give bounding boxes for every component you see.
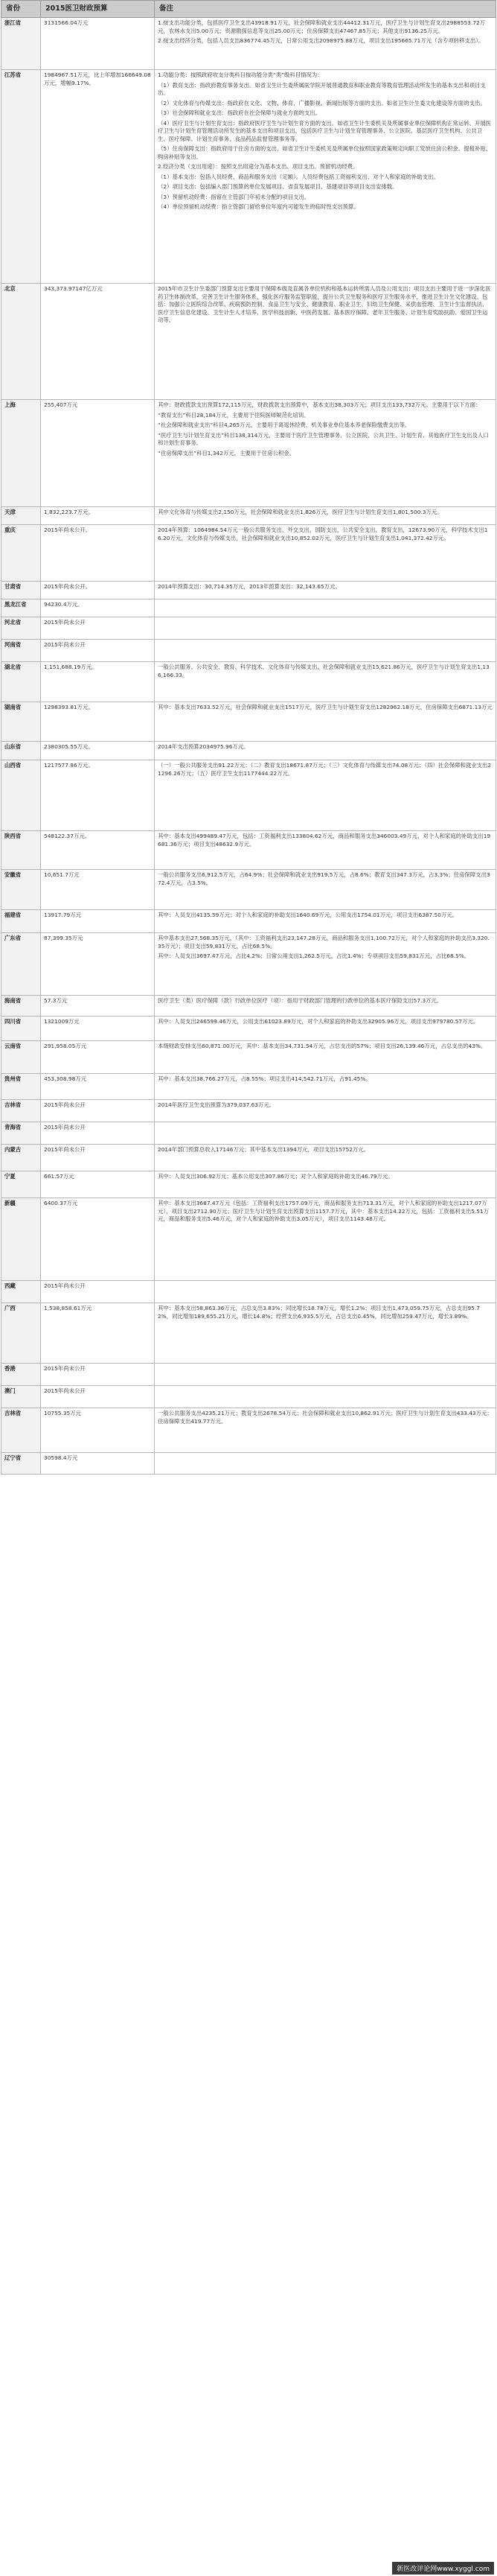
- province-cell: 江苏省: [1, 70, 41, 284]
- note-cell: [155, 702, 496, 742]
- amount-cell: 2015年尚未公开: [41, 1386, 155, 1408]
- province-cell: 新疆: [1, 1198, 41, 1281]
- note-cell: [155, 1303, 496, 1364]
- note-paragraph: 其中：人员支出4135.59万元；对个人和家庭的补助支出1640.69万元，公用支出1754.01万元，项目支出6387.50万元。: [158, 912, 458, 918]
- note-paragraph: “社会保障和就业支出”科目4,265万元，主要用于离退休经费、机关事业单位基本养老保险缴费支出等。: [158, 422, 411, 428]
- province-cell: 吉林省: [1, 1100, 41, 1122]
- note-cell: [155, 662, 496, 702]
- note-paragraph: 2014年预算：1064984.54万元一般公共服务支出，外交支出，国防支出，公共安全支出，教育支出，12673.90万元，科学技术支出16.20万元，文化体育与传媒支出，社会保障和就业支出10,852.02万元，医疗卫生与计划生育支出1,041,372.42万元。: [158, 527, 488, 541]
- province-cell: 青海省: [1, 1122, 41, 1145]
- amount-cell: 2380305.55万元。: [41, 742, 155, 760]
- note-paragraph: 一般公共服务、公共安全、教育、科学技术、文化体育与传媒支出、社会保障和就业支出15,621.86万元，医疗卫生与计划生育支出1,136,166.33。: [158, 664, 490, 678]
- table-row: [1, 1100, 496, 1122]
- note-paragraph: （5）住房保障支出：指政府用于住房方面的支出，如省卫生计生委机关及所属单位按照国家政策规定向职工发放住房公积金、提租补贴、购房补贴等支出。: [158, 145, 492, 160]
- note-paragraph: 其中基本支出27,568.35万元，（其中：工资福利支出23,147.28万元，商品和服务支出1,100.72万元，对个人和家庭的补助支出3,320.35万元）；项目支出59,831万元，占比68.5%。: [158, 935, 490, 950]
- amount-cell: 1,538,858.61万元: [41, 1303, 155, 1364]
- province-cell: 香港: [1, 1364, 41, 1386]
- amount-cell: 2015年尚未公开: [41, 1281, 155, 1303]
- province-cell: 浙江省: [1, 18, 41, 70]
- amount-cell: 1,832,223.7万元。: [41, 507, 155, 525]
- note-paragraph: 其中：基本支出499489.47万元，包括：工资福利支出133804.62万元，商品和服务支出346003.49万元，对个人和家庭的补助支出19681.36万元；项目支出48632.9万元。: [158, 833, 491, 847]
- table-row: [1, 1074, 496, 1100]
- note-paragraph: 2014年部门预算总收入17146万元；其中基本支出1394万元，项目支出15752万元。: [158, 1146, 370, 1153]
- table-row: [1, 760, 496, 831]
- note-cell: [155, 1017, 496, 1041]
- province-cell: 山东省: [1, 742, 41, 760]
- table-row: [1, 1041, 496, 1074]
- table-row: [1, 617, 496, 640]
- table-row: [1, 582, 496, 600]
- province-cell: 宁夏: [1, 1171, 41, 1198]
- amount-cell: 57.3万元: [41, 996, 155, 1017]
- table-row: [1, 870, 496, 910]
- amount-cell: 2015年尚未公开: [41, 640, 155, 662]
- note-paragraph: 医疗卫生（类）医疗保障（款）行政单位医疗（项）：指用于财政部门管理的行政单位的基本医疗保险支出57.3万元。: [158, 997, 443, 1004]
- amount-cell: 453,308.98万元: [41, 1074, 155, 1100]
- note-paragraph: 2014年医疗卫生支出预算为379,037.63万元。: [158, 1101, 275, 1108]
- note-cell: [155, 910, 496, 933]
- province-cell: 甘肃省: [1, 582, 41, 600]
- note-cell: [155, 933, 496, 996]
- province-cell: 天津: [1, 507, 41, 525]
- note-paragraph: （一）一般公共服务支出91.22万元；（二）教育支出18671.87万元；（三）文化体育与传媒支出74.08万元；（四）社会保障和就业支出21296.26万元；（五）医疗卫生支出1177444.22万元。: [158, 762, 492, 777]
- header-amount: 2015医卫财政预算: [41, 1, 155, 18]
- note-cell: [155, 617, 496, 640]
- note-cell: [155, 400, 496, 507]
- table-row: [1, 662, 496, 702]
- note-paragraph: （4）医疗卫生与计划生育支出：指政府医疗卫生与计划生育方面的支出。如省卫生计生委机关及所属事业单位保障机构正常运转、开展医疗卫生与计划生育管理活动所发生的基本支出和项目支出，包括医疗卫生与计划生育管理事务、公立医院、基层医疗卫生机构、公共卫生、医疗保障、计划生育事务、食品药品监督管理事务等。: [158, 119, 492, 142]
- province-cell: 广西: [1, 1303, 41, 1364]
- note-paragraph: （3）预留机动经费：指留在主管部门年初未分配的项目支出。: [158, 193, 310, 200]
- province-cell: 北京: [1, 284, 41, 400]
- table-row: [1, 284, 496, 400]
- note-cell: [155, 18, 496, 70]
- note-paragraph: 其中：人员支出306.92万元；基本公用支出307.86万元；对个人和家庭的补助支出46.79万元。: [158, 1173, 394, 1180]
- province-cell: 湖南省: [1, 702, 41, 742]
- footer-watermark: 新医改评论网www.xyggl.com: [392, 2562, 494, 2575]
- amount-cell: 1217577.86万元。: [41, 760, 155, 831]
- table-row: [1, 1386, 496, 1408]
- amount-cell: 2015年尚未公开: [41, 1122, 155, 1145]
- note-cell: [155, 1145, 496, 1171]
- note-paragraph: 其中：人员支出3697.47万元，占比4.2%；日常公用支出1,262.5万元，占比1.4%；专项项目支出59,831万元，占比68.5%。: [158, 953, 470, 959]
- table-row: [1, 400, 496, 507]
- note-paragraph: “住房保障支出”科目1,342万元，主要用于住房公积金。: [158, 449, 295, 457]
- note-paragraph: （4）单位预留机动经费：指主管部门留给单位年度内可能发生的临时性支出预算。: [158, 203, 359, 210]
- province-cell: 上海: [1, 400, 41, 507]
- amount-cell: 10755.35万元: [41, 1408, 155, 1453]
- note-paragraph: 其中：基本支出58,863.36万元，占总支出3.83%；同比增长18.78万元，增长1.2%；项目支出1,473,059.75万元，占总支出95.72%，同比增加189,655.21万元，增长14.8%；经营支出6,935.5万元，占总支出0.45%，同比增加259.47万元，增长3.89%。: [158, 1305, 480, 1320]
- note-cell: [155, 1408, 496, 1453]
- note-paragraph: 其中：人员支出246599.46万元，公用支出61023.89万元，对个人和家庭的补助支出32905.96万元，项目支出979780.57万元。: [158, 1018, 479, 1025]
- note-paragraph: （1）基本支出：包括人员经费、商品和服务支出（定额）。人员经费包括工资福利支出、对个人和家庭的补助支出。: [158, 173, 439, 180]
- table-row: [1, 525, 496, 582]
- amount-cell: 30598.4万元: [41, 1453, 155, 1475]
- table-row: [1, 910, 496, 933]
- amount-cell: 661.57万元: [41, 1171, 155, 1198]
- table-row: [1, 742, 496, 760]
- province-cell: 云南省: [1, 1041, 41, 1074]
- note-paragraph: 2.按支出经济分类，包括人员支出836774.45万元，日常公用支出2098975.88万元，项目支出195665.71万元（含专项转移支出）。: [158, 37, 484, 44]
- amount-cell: 1984967.51万元，比上年增加166649.08万元，增幅9.17%。: [41, 70, 155, 284]
- note-paragraph: 其中文化体育与传媒支出2,150万元，社会保障和就业支出1,826万元，医疗卫生与计划生育支出1,801,500.3万元。: [158, 509, 443, 515]
- province-cell: 四川省: [1, 1017, 41, 1041]
- note-cell: [155, 1386, 496, 1408]
- table-row: [1, 70, 496, 284]
- amount-cell: 1321009万元: [41, 1017, 155, 1041]
- table-row: [1, 1453, 496, 1475]
- province-cell: 内蒙古: [1, 1145, 41, 1171]
- amount-cell: 94230.4万元。: [41, 600, 155, 617]
- note-cell: [155, 870, 496, 910]
- note-cell: [155, 1100, 496, 1122]
- amount-cell: 3131566.04万元: [41, 18, 155, 70]
- province-cell: 广东省: [1, 933, 41, 996]
- amount-cell: 13917.79万元: [41, 910, 155, 933]
- province-cell: 西藏: [1, 1281, 41, 1303]
- note-paragraph: 其中：基本支出38,766.27万元，占8.55%；项目支出414,542.71万元，占91.45%。: [158, 1075, 371, 1082]
- note-cell: [155, 70, 496, 284]
- amount-cell: 87,399.35万元: [41, 933, 155, 996]
- table-row: [1, 1171, 496, 1198]
- table-row: [1, 1198, 496, 1281]
- amount-cell: 2015年尚未公开: [41, 1100, 155, 1122]
- note-cell: [155, 1171, 496, 1198]
- table-row: [1, 996, 496, 1017]
- note-paragraph: （2）项目支出：包括编入部门预算的单位发展项目、省直发展项目、基建项目等项目支出安排数。: [158, 183, 398, 190]
- note-paragraph: “医疗卫生与计划生育支出”科目138,314万元，主要用于医疗卫生管理事务、公立医院、公共卫生、计划生育、其他医疗卫生支出及人口和计划生育事务。: [158, 431, 489, 446]
- province-cell: 山西省: [1, 760, 41, 831]
- note-cell: [155, 600, 496, 617]
- table-row: [1, 1122, 496, 1145]
- table-row: [1, 1017, 496, 1041]
- note-cell: [155, 1281, 496, 1303]
- province-cell: 海南省: [1, 996, 41, 1017]
- note-cell: [155, 1453, 496, 1475]
- amount-cell: 2015年尚未公开。: [41, 582, 155, 600]
- province-cell: 重庆: [1, 525, 41, 582]
- amount-cell: 2015年尚未公开: [41, 617, 155, 640]
- budget-table: [1, 0, 496, 1475]
- table-header-row: [1, 1, 496, 18]
- table-row: [1, 18, 496, 70]
- province-cell: 河北省: [1, 617, 41, 640]
- note-cell: [155, 284, 496, 400]
- province-cell: 澳门: [1, 1386, 41, 1408]
- table-body: [1, 18, 496, 1475]
- note-paragraph: 2014年支出预算2034975.96万元。: [158, 743, 249, 750]
- note-paragraph: 其中：基本支出3687.47万元（包括：工资福利支出1757.09万元，商品和服务支出713.31万元，对个人和家庭的补助支出1217.07万元），项目支出2712.90万元；医疗卫生与计划生育支出预算支出1157.7万元，其中：基本支出14.22万元，包括：工资福利支出5.51万元，商品和服务支出5.46万元，对个人和家庭的补助支出3.05万元），项目支出1143.48万元。: [158, 1200, 490, 1222]
- province-cell: 安徽省: [1, 870, 41, 910]
- note-cell: [155, 1074, 496, 1100]
- table-row: [1, 507, 496, 525]
- province-cell: 河南省: [1, 640, 41, 662]
- amount-cell: 343,373.97147亿万元: [41, 284, 155, 400]
- province-cell: 吉林省: [1, 1408, 41, 1453]
- note-paragraph: 1.按支出功能分类，包括医疗卫生支出43918.91万元，社会保障和就业支出44412.31万元，医疗卫生与计划生育支出2988553.72万元，农林水支出5.00万元；资源勘探信息等支出25.00万元；住房保障支出47467.85万元；其他支出9136.25万元。: [158, 19, 486, 34]
- province-cell: 黑龙江省: [1, 600, 41, 617]
- note-cell: [155, 1364, 496, 1386]
- amount-cell: 2015年尚未公开: [41, 1145, 155, 1171]
- header-note: 备注: [155, 1, 496, 18]
- province-cell: 福建省: [1, 910, 41, 933]
- note-paragraph: 2015年市卫生计生委部门预算支出主要用于保障本级及直属各单位机构和基本运转所需人员及公用支出；项目支出主要用于进一步深化医药卫生体制改革，完善卫生计生服务体系，强化医疗服务监管职能，提升公共卫生服务和医疗卫生服务水平，推进卫生计生文化建设。包括：加强公立医院综合改革、疾病预防控制、食品卫生与安全、健康教育、职业卫生、妇幼卫生保健、采供血管理、卫生计生监督执法、医疗卫生信息化建设、卫生计生人才培养、医学科技创新、中医药发展、基本医疗保障、老年卫生服务、计划生育奖励扶助、爱国卫生运动等。: [158, 285, 491, 323]
- amount-cell: 291,958.05万元: [41, 1041, 155, 1074]
- note-paragraph: “教育支出”科目28,184万元，主要用于住院医师规范化培训。: [158, 411, 310, 419]
- table-row: [1, 1364, 496, 1386]
- header-province: 省份: [1, 1, 41, 18]
- note-paragraph: 2.经济分类（支出用途）：按照支出用途分为基本支出、项目支出、预留机动经费。: [158, 163, 359, 170]
- amount-cell: 10,651.7万元: [41, 870, 155, 910]
- note-cell: [155, 525, 496, 582]
- table-row: [1, 640, 496, 662]
- note-cell: [155, 640, 496, 662]
- province-cell: 湖北省: [1, 662, 41, 702]
- note-paragraph: 本级财政安排支出60,871.00万元，其中：基本支出34,731.54万元，占总支出的57%；项目支出26,139.46万元，占总支出的43%。: [158, 1043, 487, 1049]
- table-row: [1, 1145, 496, 1171]
- amount-cell: 255,407万元: [41, 400, 155, 507]
- note-cell: [155, 760, 496, 831]
- note-paragraph: （2）文化体育与传媒支出：指政府在文化、文物、体育、广播影视、新闻出版等方面的支出。如省卫生计生委文化建设等方面的支出。: [158, 99, 486, 106]
- note-cell: [155, 507, 496, 525]
- note-paragraph: 1.功能分类：按照政府收支分类科目按功能分类“类”级科目情况为：: [158, 71, 323, 78]
- note-paragraph: 一般公共服务支出4235.21万元；教育支出2678.54万元；社会保障和就业支出10,862.91万元；医疗卫生与计划生育支出433.43万元；住房保障支出419.77万元。: [158, 1410, 493, 1425]
- note-cell: [155, 582, 496, 600]
- amount-cell: 548122.37万元。: [41, 831, 155, 870]
- note-paragraph: （1）教育支出：指政府教育事务支出。如省卫生计生委所属医学院开展普通教育和职业教育等教育管理活动所发生的基本支出和项目支出。: [158, 81, 486, 96]
- table-row: [1, 933, 496, 996]
- province-cell: 辽宁省: [1, 1453, 41, 1475]
- note-paragraph: 2014年预算支出：30,714.35万元，2013年预算支出：32,143.65万元。: [158, 583, 341, 590]
- table-row: [1, 702, 496, 742]
- table-row: [1, 831, 496, 870]
- table-row: [1, 1303, 496, 1364]
- note-cell: [155, 1198, 496, 1281]
- table-row: [1, 600, 496, 617]
- note-cell: [155, 831, 496, 870]
- amount-cell: 2015年尚未公开: [41, 1364, 155, 1386]
- note-cell: [155, 1041, 496, 1074]
- note-cell: [155, 996, 496, 1017]
- table-row: [1, 1281, 496, 1303]
- note-paragraph: 一般公共服务支出6,912.5万元，占64.9%；社会保障和就业支出919.5万元，占8.6%；教育支出347.3万元，占3.3%；住房保障支出372.4万元，占3.5%。: [158, 871, 490, 886]
- province-cell: 陕西省: [1, 831, 41, 870]
- amount-cell: 6400.37万元: [41, 1198, 155, 1281]
- province-cell: 贵州省: [1, 1074, 41, 1100]
- table-row: [1, 1408, 496, 1453]
- note-paragraph: 其中：基本支出7633.52万元，社会保障和就业支出1517万元，医疗卫生与计划生育支出1282962.18万元，住房保障支出6871.13万元: [158, 704, 493, 710]
- note-paragraph: 其中：财政拨款支出预算172,115万元，财政拨款支出预算中，基本支出38,303万元；项目支出133,732万元。主要用于以下方面：: [158, 401, 481, 408]
- note-cell: [155, 742, 496, 760]
- amount-cell: 2015年尚未公开。: [41, 525, 155, 582]
- note-cell: [155, 1122, 496, 1145]
- note-paragraph: （3）社会保障和就业支出：指政府在社会保障与就业方面的支出。: [158, 109, 321, 116]
- amount-cell: 1,151,688.19万元。: [41, 662, 155, 702]
- amount-cell: 1298393.81万元。: [41, 702, 155, 742]
